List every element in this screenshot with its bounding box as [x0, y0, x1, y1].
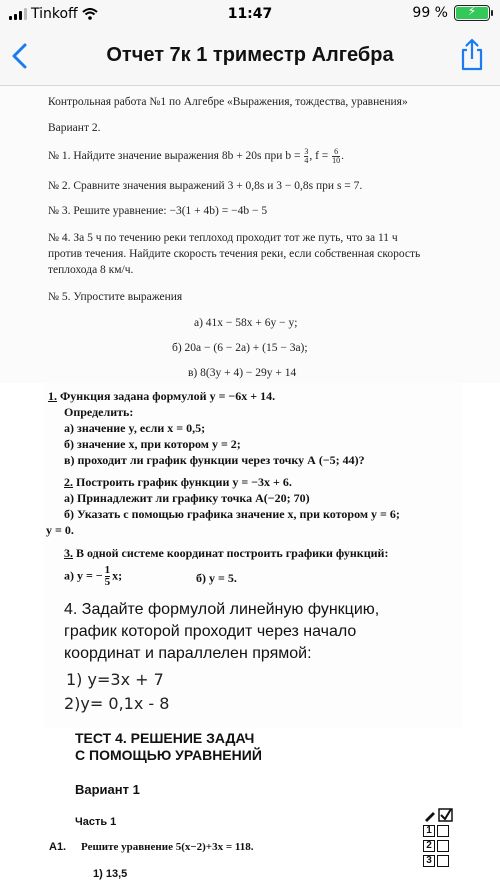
task-2-title: 2. Построить график функции y = −3x + 6.: [64, 475, 292, 489]
task-4-option-2: 2)y= 0,1x - 8: [64, 694, 170, 713]
task-2-b-cont: y = 0.: [46, 523, 74, 537]
share-icon[interactable]: [458, 38, 486, 72]
pencil-check-icon: [423, 807, 455, 823]
answer-box-row: 1: [423, 824, 463, 838]
battery-icon: [454, 5, 490, 21]
task-4-line-1: № 4. За 5 ч по течению реки теплоход проходит тот же путь, что за 11 ч: [48, 232, 398, 244]
battery-percent: 99 %: [412, 5, 448, 21]
task-3-title: 3. В одной системе координат построить графики функций:: [64, 546, 389, 560]
task-2: № 2. Сравните значения выражений 3 + 0,8s и 3 − 0,8s при s = 7.: [48, 180, 363, 192]
answer-option-1: 1) 13,5: [93, 868, 128, 880]
task-1-a: а) значение y, если x = 0,5;: [64, 421, 206, 435]
status-right: [412, 5, 490, 21]
task-4-line-1: 4. Задайте формулой линейную функцию,: [64, 601, 380, 618]
task-4-line-3: координат и параллелен прямой:: [64, 645, 312, 662]
task-1: № 1. Найдите значение выражения 8b + 20s при b = $\frac{3}{4}$ , f = $\frac{6}{10}$ .: [48, 147, 345, 165]
page-test-3: [45, 728, 475, 889]
answer-box-row: 2: [423, 839, 463, 853]
task-4-line-2: график которой проходит через начало: [64, 623, 357, 640]
task-1-define: Определить:: [64, 405, 134, 419]
answer-checkbox: [437, 825, 449, 837]
task-4-line-3: теплохода 8 км/ч.: [48, 264, 134, 276]
page-test-1: [0, 86, 500, 383]
task-3-b: б) y = 5.: [196, 571, 237, 585]
fraction-one-fifth: $\frac{1}{5}$: [104, 564, 111, 588]
fraction-f: $\frac{6}{10}$: [332, 147, 341, 165]
task-5-c: в) 8(3y + 4) − 29y + 14: [188, 367, 297, 379]
status-bar: [0, 0, 500, 28]
task-1-title: 1. Функция задана формулой y = −6x + 14.: [48, 389, 276, 403]
test-4-part: Часть 1: [75, 816, 117, 828]
test-header: Контрольная работа №1 по Алгебре «Выражения, тождества, уравнения»: [48, 96, 408, 108]
task-5: № 5. Упростите выражения: [48, 291, 183, 303]
answer-checkbox: [437, 840, 449, 852]
task-4-line-2: против течения. Найдите скорость течения реки, если собственная скорость: [48, 248, 421, 260]
clock: 11:47: [227, 6, 273, 22]
test-4-variant: Вариант 1: [75, 782, 140, 797]
task-1-b: б) значение x, при котором y = 2;: [64, 437, 241, 451]
task-3-a: а) y = − $\frac{1}{5}$ x;: [64, 564, 123, 588]
question-a1-text: Решите уравнение 5(x−2)+3x = 118.: [81, 841, 254, 853]
test-4-title-line-1: ТЕСТ 4. РЕШЕНИЕ ЗАДАЧ: [75, 730, 255, 746]
fraction-b: $\frac{3}{4}$: [304, 147, 309, 165]
document-title: Отчет 7к 1 триместр Алгебра: [106, 44, 394, 66]
charging-bolt-icon: ⚡: [467, 4, 477, 18]
carrier-label: Tinkoff: [31, 6, 78, 22]
variant-label: Вариант 2.: [48, 122, 101, 134]
task-1-c: в) проходит ли график функции через точку А (−5; 44)?: [64, 453, 365, 467]
page-test-2: [44, 383, 462, 728]
task-5-b: б) 20a − (6 − 2a) + (15 − 3a);: [172, 342, 308, 354]
answer-checkbox: [437, 855, 449, 867]
question-a1-label: А1.: [49, 841, 67, 853]
task-2-b: б) Указать с помощью графика значение x, при котором y = 6;: [64, 507, 400, 521]
task-2-a: а) Принадлежит ли графику точка А(−20; 70): [64, 491, 310, 505]
task-4-option-1: 1) y=3x + 7: [66, 670, 164, 689]
task-3: № 3. Решите уравнение: −3(1 + 4b) = −4b − 5: [48, 205, 268, 217]
answer-box-row: 3: [423, 854, 463, 868]
document-viewer[interactable]: [0, 86, 500, 889]
navigation-bar: [0, 28, 500, 86]
test-4-title-line-2: С ПОМОЩЬЮ УРАВНЕНИЙ: [75, 747, 262, 763]
answer-boxes: [423, 824, 463, 869]
back-chevron-icon[interactable]: [8, 40, 34, 72]
task-5-a: а) 41x − 58x + 6y − y;: [194, 317, 298, 329]
